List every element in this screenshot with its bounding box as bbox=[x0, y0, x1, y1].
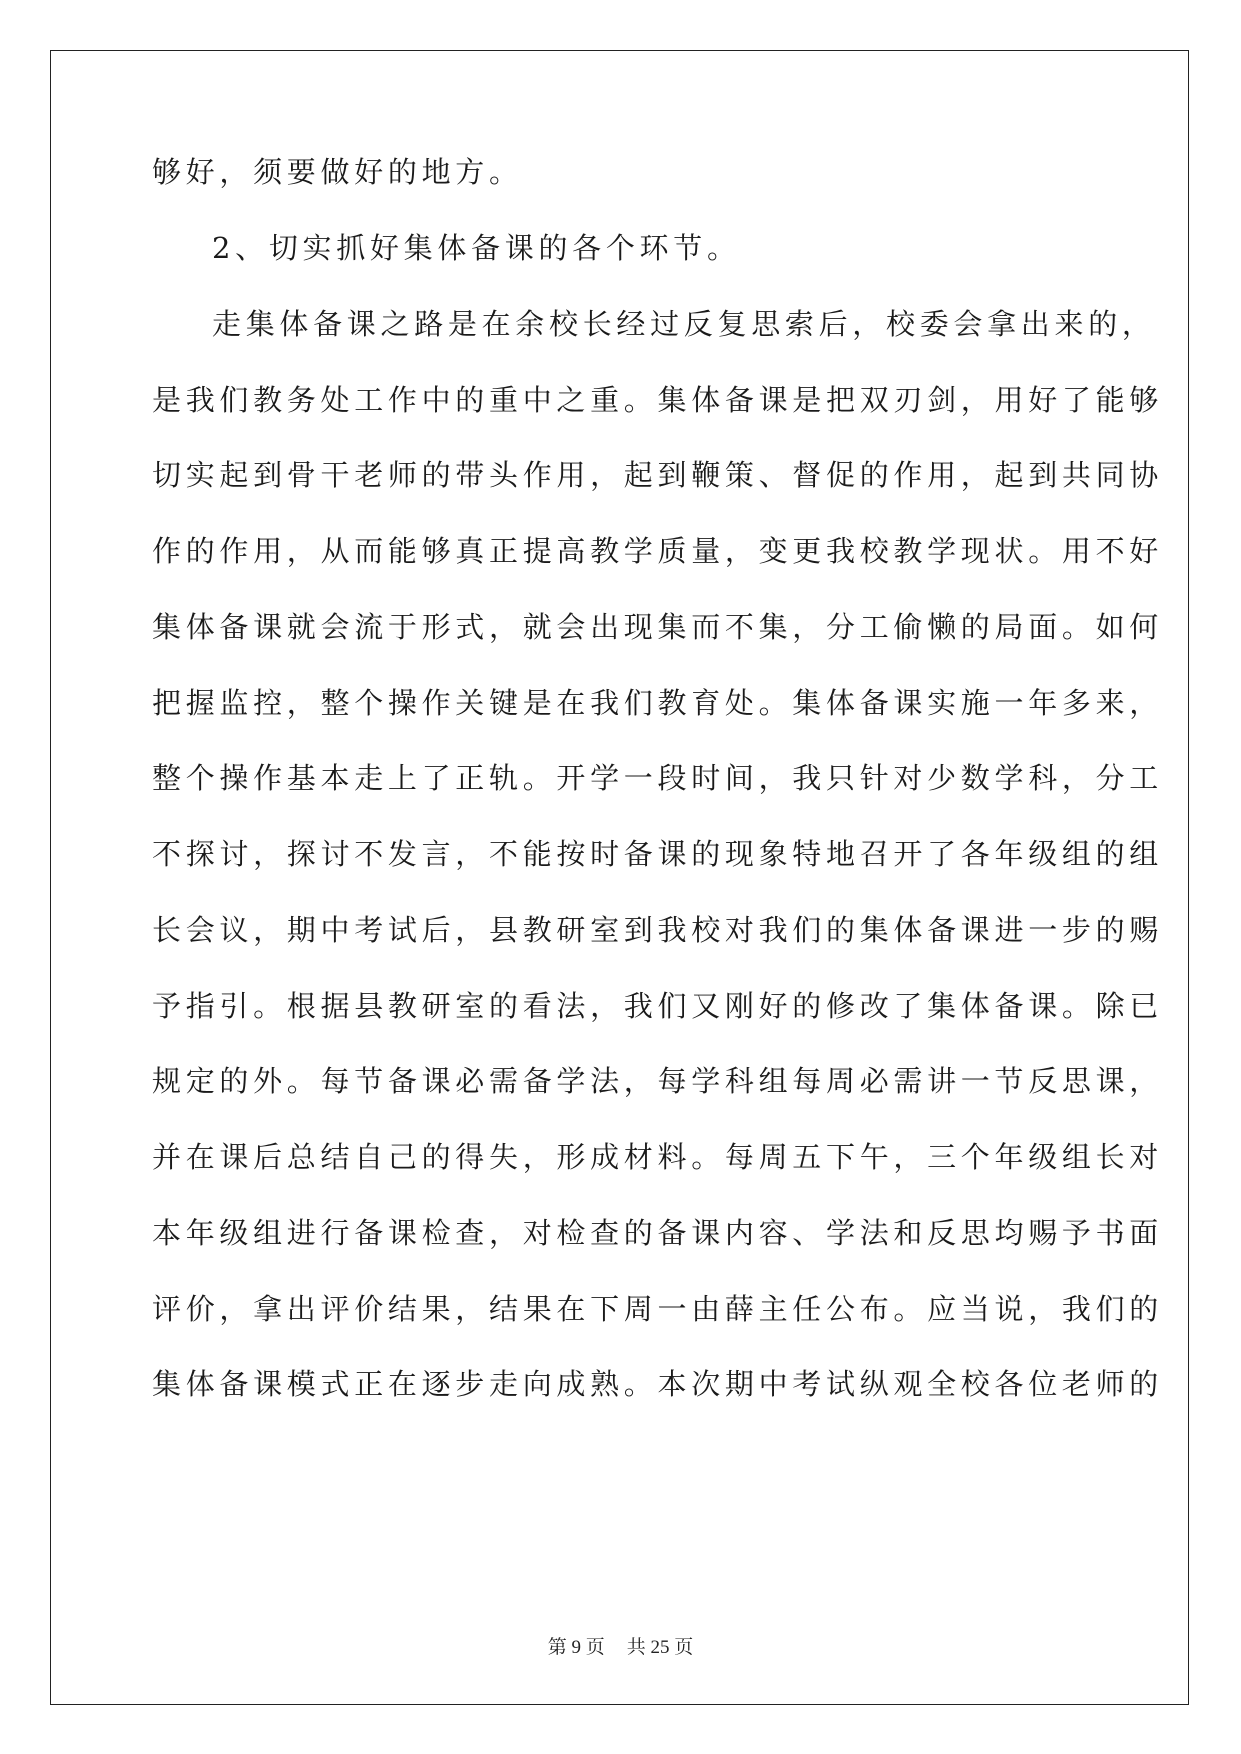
text-line: 切实起到骨干老师的带头作用，起到鞭策、督促的作用，起到共同协 bbox=[152, 458, 1164, 492]
text-line: 规定的外。每节备课必需备学法，每学科组每周必需讲一节反思课， bbox=[152, 1064, 1164, 1098]
text-line: 够好，须要做好的地方。 bbox=[152, 155, 523, 189]
text-line: 走集体备课之路是在余校长经过反复思索后，校委会拿出来的， bbox=[212, 307, 1156, 341]
text-line: 是我们教务处工作中的重中之重。集体备课是把双刃剑，用好了能够 bbox=[152, 383, 1164, 417]
text-line: 长会议，期中考试后，县教研室到我校对我们的集体备课进一步的赐 bbox=[152, 913, 1164, 947]
total-page-count: 共 25 页 bbox=[626, 1637, 694, 1658]
page-border bbox=[50, 50, 1189, 1705]
text-line: 集体备课就会流于形式，就会出现集而不集，分工偷懒的局面。如何 bbox=[152, 610, 1164, 644]
current-page-number: 第 9 页 bbox=[547, 1637, 605, 1658]
section-heading: 2、切实抓好集体备课的各个环节。 bbox=[212, 231, 741, 265]
text-line: 把握监控，整个操作关键是在我们教育处。集体备课实施一年多来， bbox=[152, 686, 1164, 720]
page-footer bbox=[0, 1632, 1241, 1659]
text-line: 不探讨，探讨不发言，不能按时备课的现象特地召开了各年级组的组 bbox=[152, 837, 1164, 871]
text-line: 评价，拿出评价结果，结果在下周一由薛主任公布。应当说，我们的 bbox=[152, 1292, 1164, 1326]
text-line: 本年级组进行备课检查，对检查的备课内容、学法和反思均赐予书面 bbox=[152, 1216, 1164, 1250]
text-line: 并在课后总结自己的得失，形成材料。每周五下午，三个年级组长对 bbox=[152, 1140, 1164, 1174]
text-line: 集体备课模式正在逐步走向成熟。本次期中考试纵观全校各位老师的 bbox=[152, 1367, 1164, 1401]
text-line: 整个操作基本走上了正轨。开学一段时间，我只针对少数学科，分工 bbox=[152, 761, 1164, 795]
text-line: 予指引。根据县教研室的看法，我们又刚好的修改了集体备课。除已 bbox=[152, 989, 1164, 1023]
text-line: 作的作用，从而能够真正提高教学质量，变更我校教学现状。用不好 bbox=[152, 534, 1164, 568]
